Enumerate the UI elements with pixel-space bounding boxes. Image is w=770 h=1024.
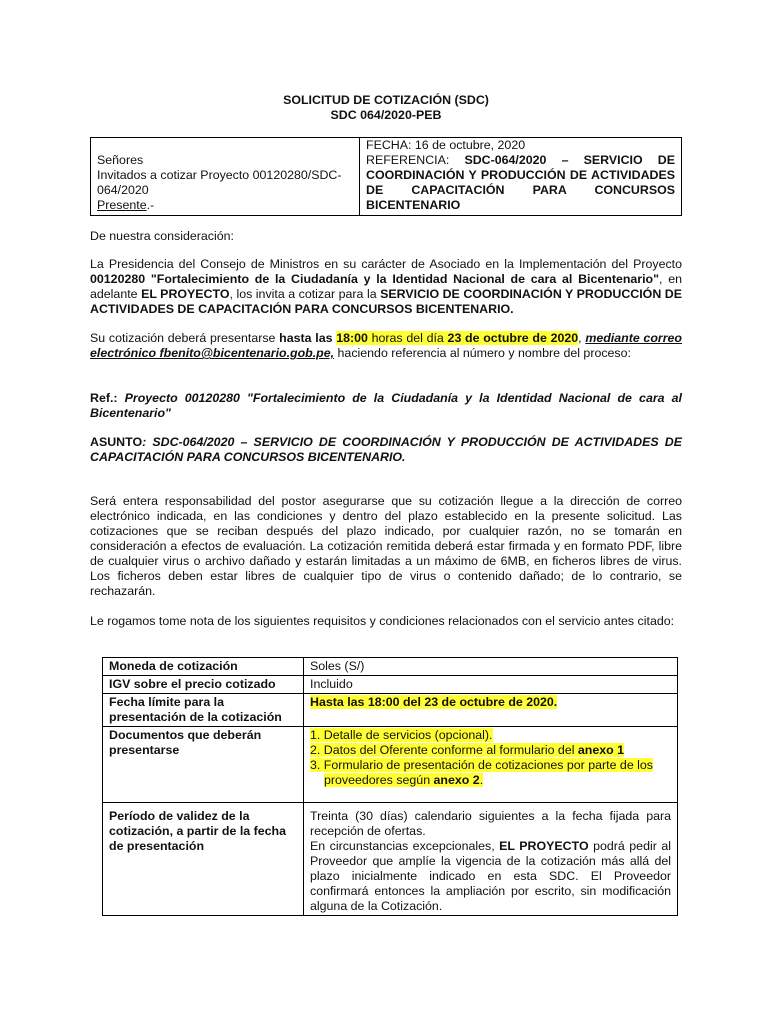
docs-cell [304,727,678,803]
periodo-label: Período de validez de la cotización, a partir de la fecha de presentación [103,803,304,916]
moneda-label: Moneda de cotización [103,658,304,676]
greeting: De nuestra consideración: [90,229,234,243]
deadline-hora: 18:00 [336,331,368,345]
asunto-label: ASUNTO [90,435,143,449]
fecha-limite-label: Fecha límite para la presentación de la cotización [103,694,304,727]
doc-2-text: 2. Datos del Oferente conforme al formulario del [310,743,578,757]
addressee-cell [91,138,360,216]
deadline-hasta: hasta las [279,331,337,345]
deadline-email-link[interactable]: mediante correo electrónico fbenito@bicentenario.gob.pe, [90,331,682,360]
doc-2-annex: anexo 1 [577,743,625,757]
ref-value: Proyecto 00120280 "Fortalecimiento de la Ciudadanía y la Identidad Nacional de cara al Bicentenario" [90,391,682,420]
docs-list [310,728,671,788]
doc-3-annex: anexo 2 [433,773,480,787]
note-paragraph: Le rogamos tome nota de los siguientes requisitos y condiciones relacionados con el servicio antes citado: [90,614,675,628]
periodo-text-a: En circunstancias excepcionales, [310,839,500,853]
periodo-cell [304,803,678,916]
periodo-value-1: Treinta (30 días) calendario siguientes a la fecha fijada para recepción de ofertas. [310,809,671,838]
list-item [310,758,671,788]
igv-value: Incluido [304,676,678,694]
referencia [366,153,675,213]
document-title: SOLICITUD DE COTIZACIÓN (SDC) [283,93,489,107]
deadline-text-1: Su cotización deberá presentarse [90,331,280,345]
doc-1: 1. Detalle de servicios (opcional). [310,728,493,742]
moneda-value: Soles (S/) [304,658,678,676]
ref-label: Ref.: [90,391,125,405]
fecha: FECHA: 16 de octubre, 2020 [366,138,526,152]
periodo-text-c: podrá pedir al Proveedor que amplíe la vigencia de la cotización más allá del plazo inicialmente indicado en esta SDC. El Proveedor confirmará entonces la ampliación por escrito, sin modificación alguna de la Cotización. [310,839,671,913]
responsibility-paragraph: Será entera responsabilidad del postor asegurarse que su cotización llegue a la dirección de correo electrónico indicada, en las condiciones y dentro del plazo establecido en la presente solicitud. Las cotizaciones que se reciban después del plazo indicado, por cualquier razón, no se tomarán en consideración a efectos de evaluación. La cotización remitida deberá estar firmada y en formato PDF, libre de cualquier virus o archivo dañado y estarán limitadas a un máximo de 6MB, en ficheros libres de virus. Los ficheros deben estar libres de cualquier tipo de virus o contenido dañado; de lo contrario, se rechazarán. [90,494,682,598]
intro-service: SERVICIO DE COORDINACIÓN Y PRODUCCIÓN DE ACTIVIDADES DE CAPACITACIÓN PARA CONCURSOS BICENTENARIO. [90,287,682,316]
document-code: SDC 064/2020-PEB [330,108,442,122]
ref-paragraph [90,391,682,421]
deadline-text-2: horas del día [367,331,448,345]
table-row [103,727,678,803]
periodo-value-2 [310,839,671,914]
doc-3-text: 3. Formulario de presentación de cotizaciones por parte de los proveedores según [310,758,653,787]
deadline-paragraph [90,331,682,361]
deadline-comma: , [578,331,586,345]
intro-paragraph [90,257,682,317]
header-table [90,137,682,216]
deadline-dia: 23 de octubre de 2020 [447,331,579,345]
list-item [310,728,671,743]
intro-text-3: , los invita a cotizar para la [229,287,381,301]
asunto-paragraph [90,435,682,465]
reference-cell [360,138,682,216]
referencia-value: SDC-064/2020 – SERVICIO DE COORDINACIÓN Y PRODUCCIÓN DE ACTIVIDADES DE CAPACITACIÓN PARA CONCURSOS BICENTENARIO [366,153,675,212]
docs-label: Documentos que deberán presentarse [103,727,304,803]
intro-el-proyecto: EL PROYECTO [141,287,230,301]
table-row [103,803,678,916]
table-row [103,658,678,676]
fecha-limite-cell [304,694,678,727]
referencia-label: REFERENCIA: [366,153,465,167]
presente-line [97,198,353,213]
table-row [103,676,678,694]
periodo-el-proyecto: EL PROYECTO [499,839,589,853]
igv-label: IGV sobre el precio cotizado [103,676,304,694]
invited-line: Invitados a cotizar Proyecto 00120280/SDC-064/2020 [97,168,342,197]
presente-suffix: .- [146,198,155,212]
requirements-table [102,657,678,916]
list-item [310,743,671,758]
deadline-text-3: haciendo referencia al número y nombre del proceso: [334,346,631,360]
intro-text-2: , en adelante [90,272,682,301]
asunto-value: : SDC-064/2020 – SERVICIO DE COORDINACIÓN Y PRODUCCIÓN DE ACTIVIDADES DE CAPACITACIÓN PARA CONCURSOS BICENTENARIO. [90,435,682,464]
presente: Presente [97,198,147,212]
intro-project: 00120280 "Fortalecimiento de la Ciudadanía y la Identidad Nacional de cara al Bicentenario" [90,272,660,286]
fecha-limite-value: Hasta las 18:00 del 23 de octubre de 2020. [310,695,558,709]
doc-3-end: . [479,773,484,787]
addressee: Señores [97,153,144,167]
intro-text-1: La Presidencia del Consejo de Ministros en su carácter de Asociado en la Implementación del Proyecto [90,257,682,271]
table-row [103,694,678,727]
